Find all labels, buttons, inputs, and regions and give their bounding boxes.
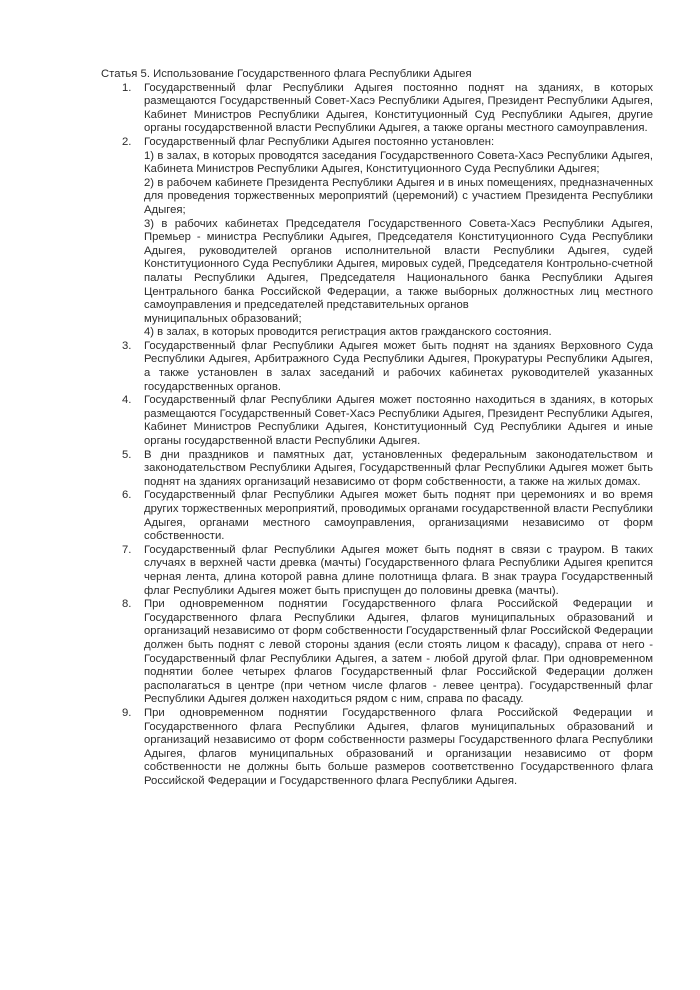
list-item [101,394,653,448]
list-item [101,544,653,598]
item-number: 3. [122,339,132,352]
sub-item-text: муниципальных образований; [144,312,302,325]
item-number: 5. [122,448,132,461]
list-item [101,489,653,543]
article-items-list [101,82,653,789]
article-title: Статья 5. Использование Государственного флага Республики Адыгея [101,68,472,80]
item-text: Государственный флаг Республики Адыгея может быть поднят на зданиях Верховного Суда Республики Адыгея, Арбитражного Суда Республики Адыгея, Прокуратуры Республики Адыгея, а также установлен в залах заседаний и рабочих кабинетах руководителей указанных государственных органов. [144,339,653,393]
item-text: Государственный флаг Республики Адыгея может быть поднят при церемониях и во время других торжественных мероприятий, проводимых органами государственной власти Республики Адыгея, органами местного самоуправления, организациями независимо от форм собственности. [144,489,653,543]
list-item [101,82,653,136]
item-number: 6. [122,489,132,502]
item-number: 1. [122,81,132,94]
item-text: При одновременном поднятии Государственного флага Российской Федерации и Государственного флага Республики Адыгея, флагов муниципальных образований и организаций независимо от форм собственности размеры Государственного флага Республики Адыгея, флагов муниципальных образований и организации независимо от форм собственности не должны быть больше размеров соответственно Государственного флага Российской Федерации и Государственного флага Республики Адыгея. [144,706,653,787]
item-number: 7. [122,543,132,556]
item-text: Государственный флаг Республики Адыгея может быть поднят в связи с трауром. В таких случаях в верхней части древка (мачты) Государственного флага Республики Адыгея крепится черная лента, длина которой равна длине полотнища флага. В знак траура Государственный флаг Республики Адыгея может быть приспущен до половины древка (мачты). [144,543,653,597]
item-text: В дни праздников и памятных дат, установленных федеральным законодательством и законодательством Республики Адыгея, Государственный флаг Республики Адыгея может быть поднят на зданиях организаций независимо от форм собственности, а также на жилых домах. [144,448,653,488]
list-item [101,340,653,394]
item-number: 8. [122,598,132,611]
item-number: 9. [122,706,132,719]
sub-item-text: 2) в рабочем кабинете Президента Республики Адыгея и в иных помещениях, предназначенных для проведения торжественных мероприятий (церемоний) с участием Президента Республики Адыгея; [144,176,653,216]
item-text: Государственный флаг Республики Адыгея постоянно установлен: [144,135,495,148]
item-number: 2. [122,135,132,148]
item-text: Государственный флаг Республики Адыгея может постоянно находиться в зданиях, в которых размещаются Государственный Совет-Хасэ Республики Адыгея, Президент Республики Адыгея, Кабинет Министров Республики Адыгея, Конституционный Суд Республики Адыгея и иные органы государственной власти Республики Адыгея. [144,394,653,448]
sub-item-text: 4) в залах, в которых проводится регистрация актов гражданского состояния. [144,326,552,339]
list-item [101,449,653,490]
sub-item-text: 1) в залах, в которых проводятся заседания Государственного Совета-Хасэ Республики Адыгея, Кабинета Министров Республики Адыгея, Конституционного Суда Республики Адыгея; [144,149,653,176]
item-text: При одновременном поднятии Государственного флага Российской Федерации и Государственного флага Республики Адыгея, флагов муниципальных образований и организаций независимо от форм собственности Государственный флаг Российской Федерации должен быть поднят с левой стороны здания (если стоять лицом к фасаду), справа от него - Государственный флаг Республики Адыгея, а затем - любой другой флаг. При одновременном поднятии более четырех флагов Государственный флаг Российской Федерации должен располагаться в центре (при четном числе флагов - левее центра). Государственный флаг Республики Адыгея должен находиться рядом с ним, справа по фасаду. [144,598,653,706]
list-item [101,598,653,707]
list-item [101,707,653,789]
item-number: 4. [122,394,132,407]
sub-item-text: 3) в рабочих кабинетах Председателя Государственного Совета-Хасэ Республики Адыгея, Премьер - министра Республики Адыгея, Председателя Конституционного Суда Республики Адыгея, руководителей органов исполнительной власти Республики Адыгея, судей Конституционного Суда Республики Адыгея, мировых судей, Председателя Контрольно-счетной палаты Республики Адыгея, Председателя Национального банка Республики Адыгея Центрального банка Российской Федерации, а также выборных должностных лиц местного самоуправления и председателей представительных органов [144,217,653,312]
item-text: Государственный флаг Республики Адыгея постоянно поднят на зданиях, в которых размещаются Государственный Совет-Хасэ Республики Адыгея, Президент Республики Адыгея, Кабинет Министров Республики Адыгея, Конституционный Суд Республики Адыгея, другие органы государственной власти Республики Адыгея, а также органы местного самоуправления. [144,81,653,135]
document-page [101,68,653,788]
list-item [101,136,653,340]
